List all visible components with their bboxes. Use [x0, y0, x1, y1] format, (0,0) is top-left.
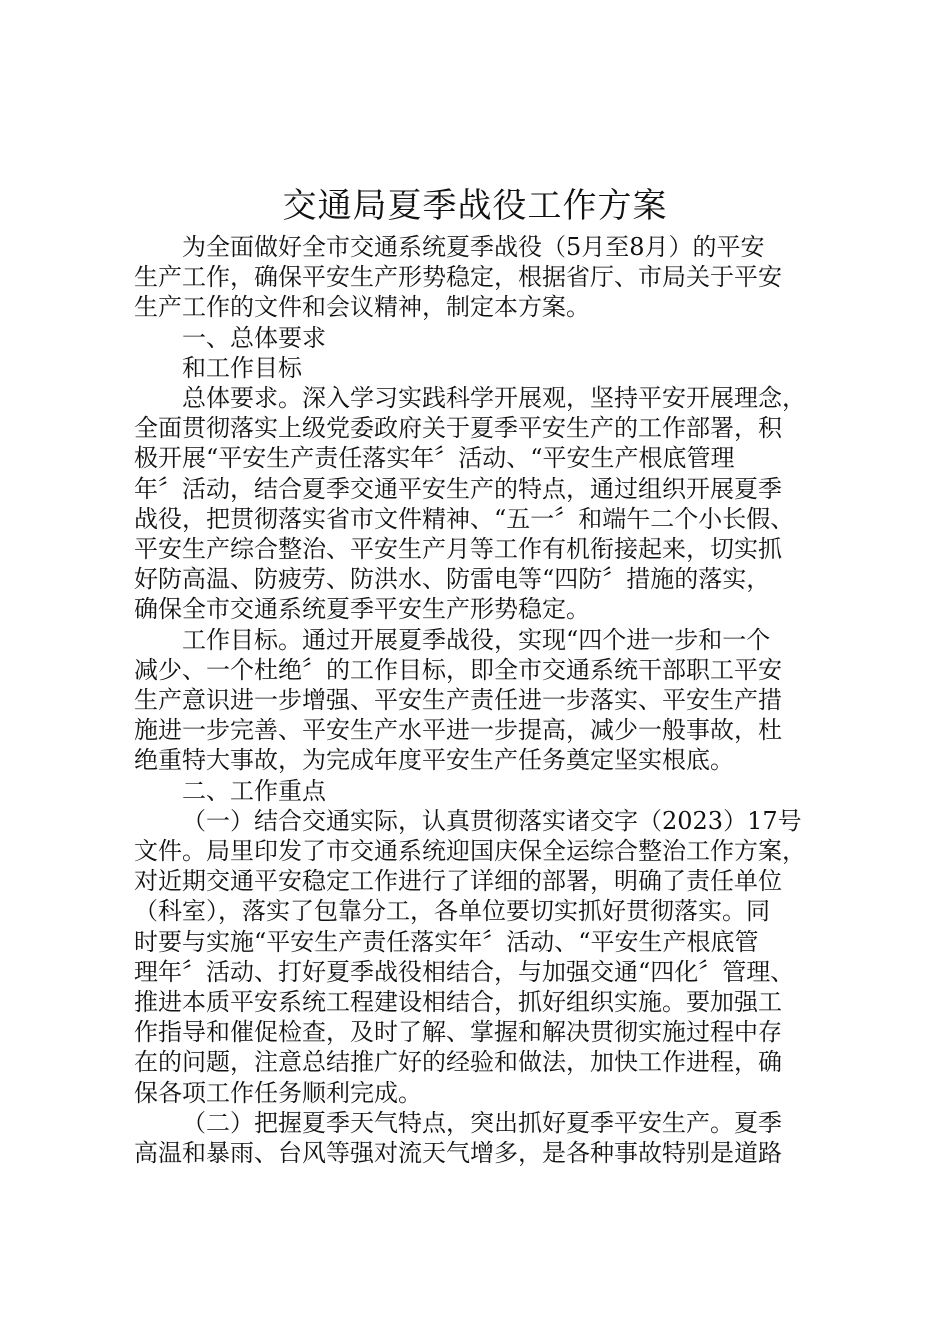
paragraph-line: 总体要求。深入学习实践科学开展观，坚持平安开展理念，	[182, 384, 806, 413]
paragraph-line: 全面贯彻落实上级党委政府关于夏季平安生产的工作部署，积	[134, 414, 782, 443]
paragraph-line: 生产意识进一步增强、平安生产责任进一步落实、平安生产措	[134, 686, 782, 715]
paragraph-line: 减少、一个杜绝〞的工作目标，即全市交通系统干部职工平安	[134, 655, 782, 684]
paragraph-line: 对近期交通平安稳定工作进行了详细的部署，明确了责任单位	[134, 867, 782, 896]
paragraph-line: 推进本质平安系统工程建设相结合，抓好组织实施。要加强工	[134, 988, 782, 1017]
paragraph-line: 工作目标。通过开展夏季战役，实现“四个进一步和一个	[182, 625, 771, 654]
paragraph-line: 生产工作的文件和会议精神，制定本方案。	[134, 293, 590, 322]
document-paragraph	[134, 776, 824, 806]
paragraph-line: （一）结合交通实际，认真贯彻落实诸交字（2023）17号	[182, 806, 802, 835]
paragraph-line: 战役，把贯彻落实省市文件精神、“五一〞和端午二个小长假、	[134, 504, 795, 533]
paragraph-line: 时要与实施“平安生产责任落实年〞活动、“平安生产根底管	[134, 927, 759, 956]
document-paragraph	[134, 1108, 824, 1168]
paragraph-line: （科室），落实了包靠分工，各单位要切实抓好贯彻落实。同	[134, 897, 770, 926]
document-paragraph	[134, 806, 824, 1108]
paragraph-line: 保各项工作任务顺利完成。	[134, 1078, 422, 1107]
document-title: 交通局夏季战役工作方案	[282, 186, 668, 226]
document-paragraph	[134, 353, 824, 383]
paragraph-line: 绝重特大事故，为完成年度平安生产任务奠定坚实根底。	[134, 746, 734, 775]
paragraph-line: （二）把握夏季天气特点，突出抓好夏季平安生产。夏季	[182, 1108, 782, 1137]
paragraph-line: 高温和暴雨、台风等强对流天气增多，是各种事故特别是道路	[134, 1139, 782, 1168]
paragraph-line: 二、工作重点	[182, 776, 326, 805]
paragraph-line: 平安生产综合整治、平安生产月等工作有机衔接起来，切实抓	[134, 535, 782, 564]
paragraph-line: 生产工作，确保平安生产形势稳定，根据省厅、市局关于平安	[134, 263, 782, 292]
paragraph-line: 年〞活动，结合夏季交通平安生产的特点，通过组织开展夏季	[134, 474, 782, 503]
paragraph-line: 为全面做好全市交通系统夏季战役（5月至8月）的平安	[182, 233, 765, 261]
document-paragraph	[134, 383, 824, 625]
paragraph-line: 文件。局里印发了市交通系统迎国庆保全运综合整治工作方案，	[134, 837, 806, 866]
paragraph-line: 好防高温、防疲劳、防洪水、防雷电等“四防〞措施的落实，	[134, 565, 771, 594]
paragraph-line: 确保全市交通系统夏季平安生产形势稳定。	[134, 595, 590, 624]
paragraph-line: 作指导和催促检查，及时了解、掌握和解决贯彻实施过程中存	[134, 1018, 782, 1047]
document-paragraph	[134, 232, 824, 323]
document-body	[134, 232, 824, 1168]
document-paragraph	[134, 323, 824, 353]
paragraph-line: 极开展“平安生产责任落实年〞活动、“平安生产根底管理	[134, 444, 735, 473]
paragraph-line: 和工作目标	[182, 353, 302, 382]
paragraph-line: 一、总体要求	[182, 323, 326, 352]
document-paragraph	[134, 625, 824, 776]
paragraph-line: 理年〞活动、打好夏季战役相结合，与加强交通“四化〞管理、	[134, 957, 795, 986]
paragraph-line: 在的问题，注意总结推广好的经验和做法，加快工作进程，确	[134, 1048, 782, 1077]
paragraph-line: 施进一步完善、平安生产水平进一步提高，减少一般事故，杜	[134, 716, 782, 745]
